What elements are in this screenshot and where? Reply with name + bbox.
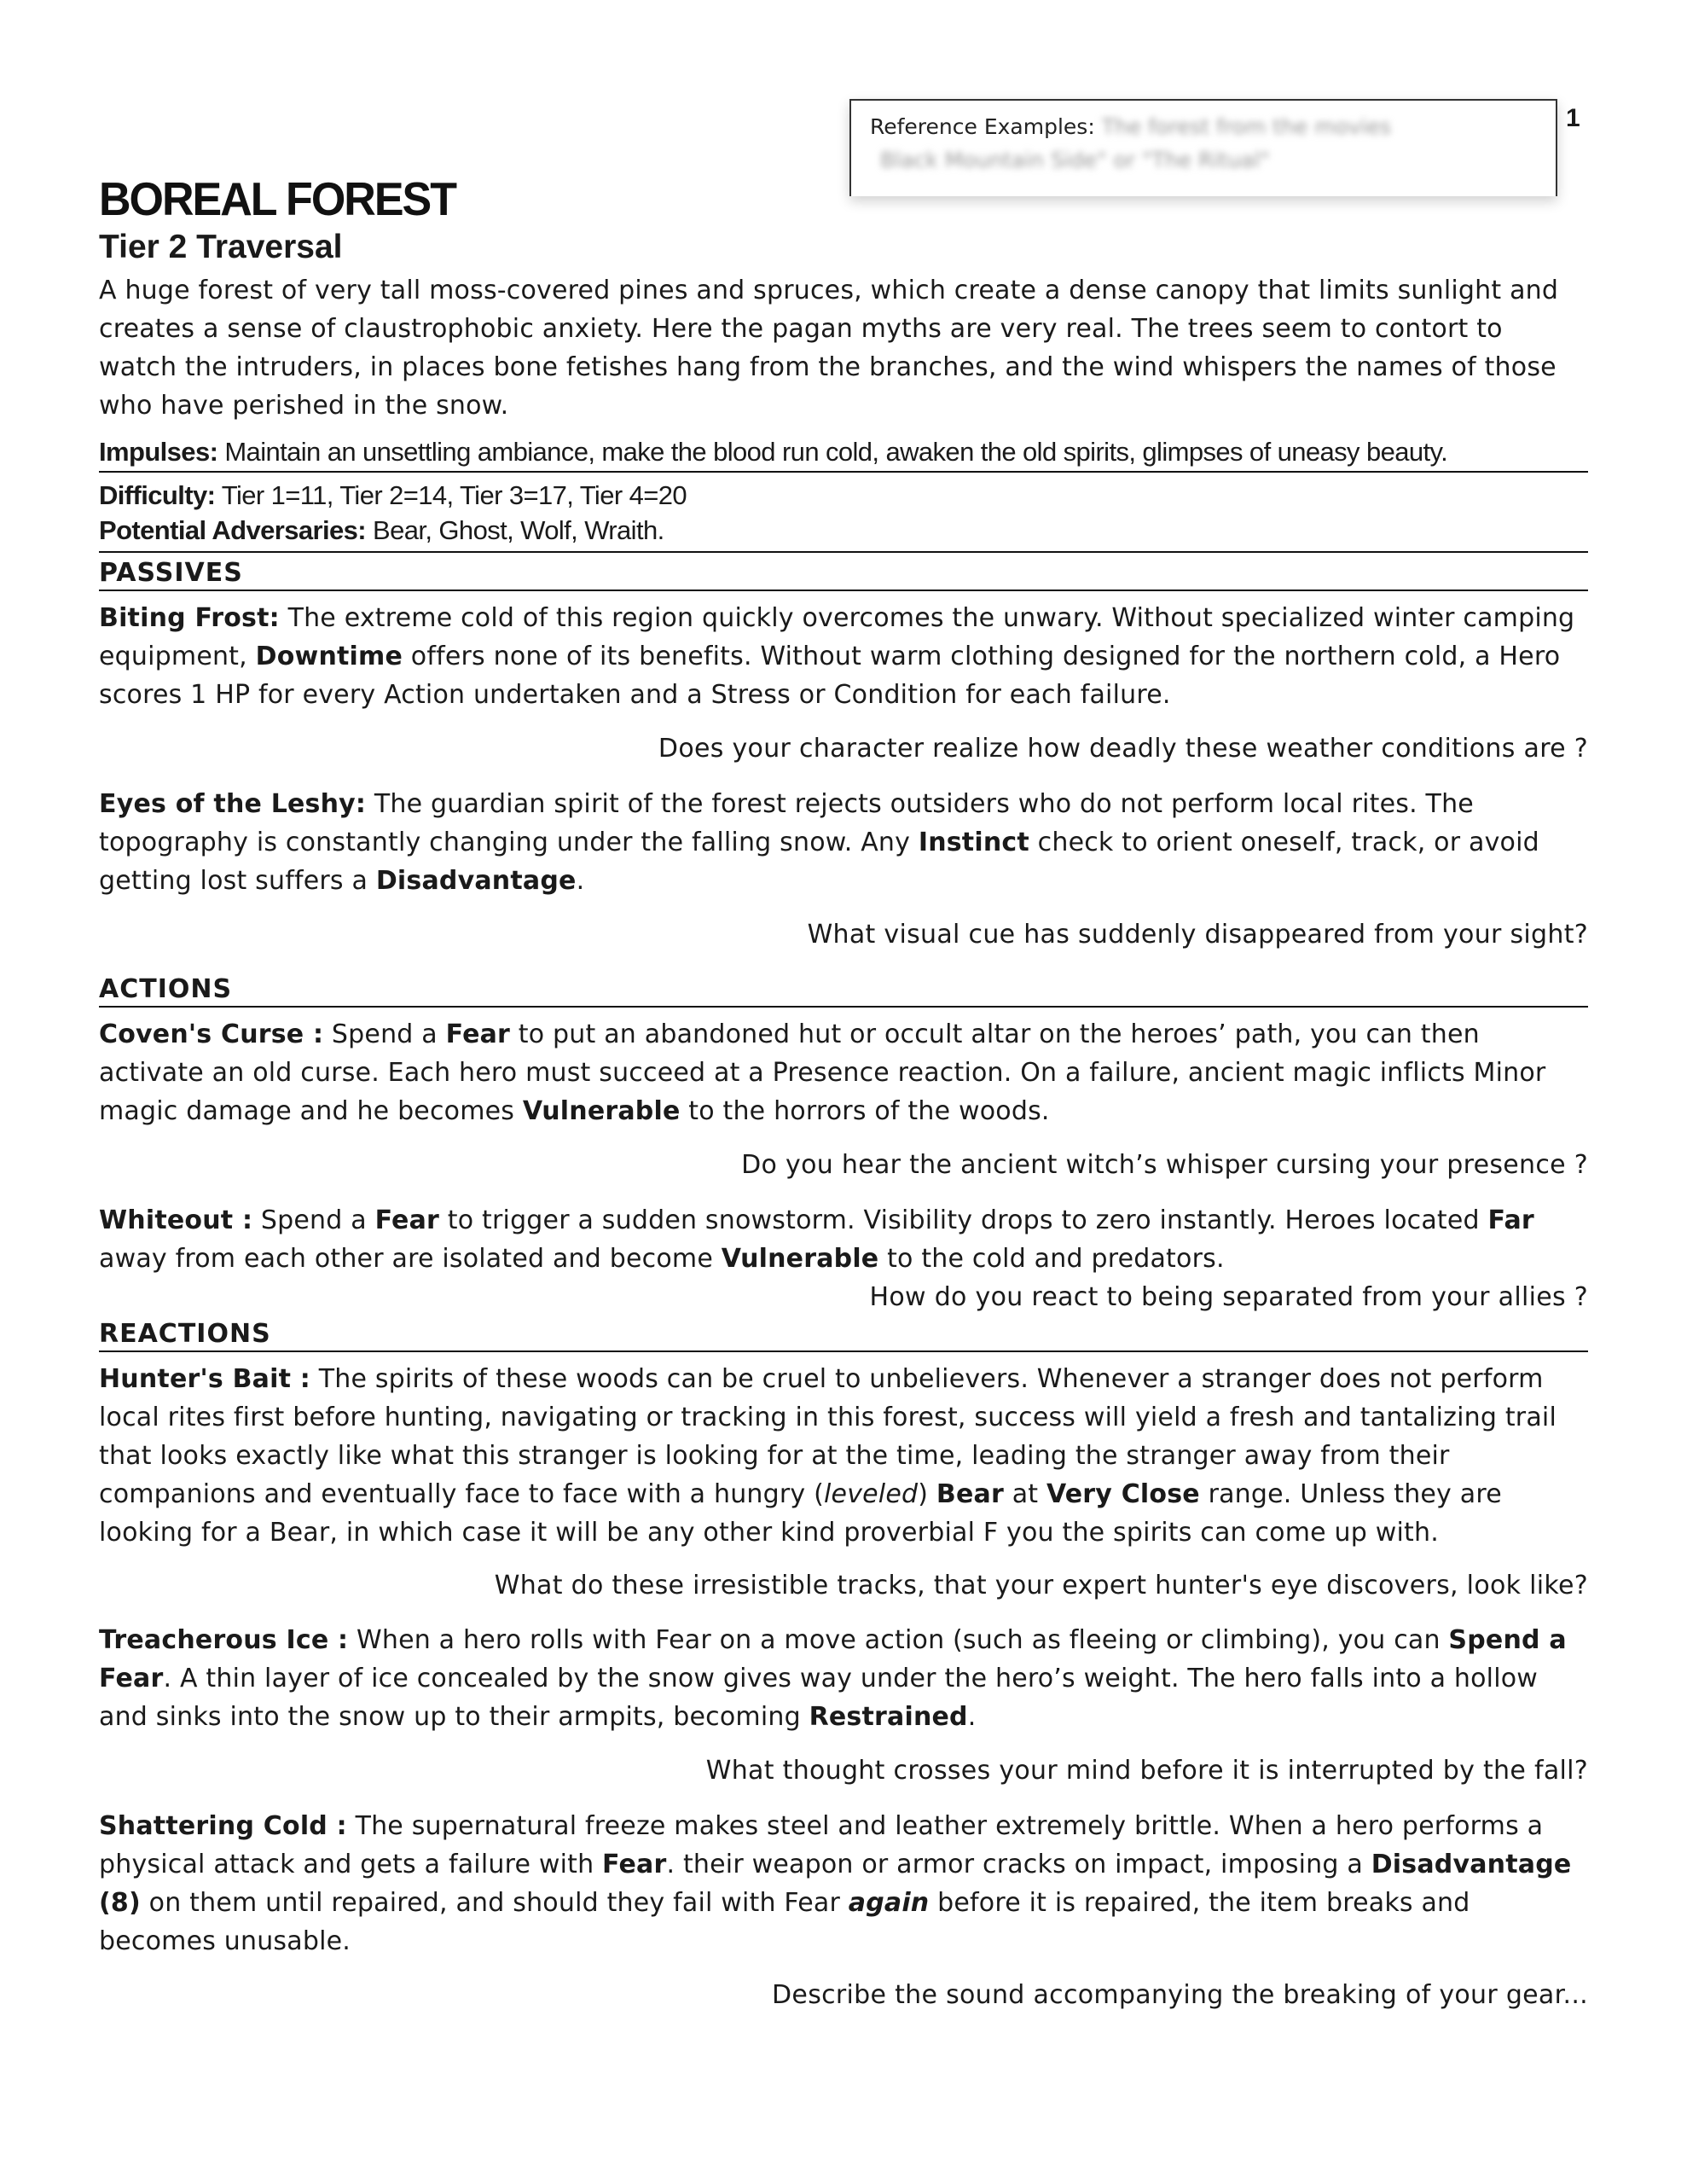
- feature-name: Hunter's Bait :: [99, 1364, 310, 1394]
- feature-text: . their weapon or armor cracks on impact, imposing a: [666, 1850, 1371, 1879]
- adversaries-label: Potential Adversaries:: [99, 515, 366, 545]
- impulses-text: Maintain an unsettling ambiance, make the blood run cold, awaken the old spirits, glimpses of uneasy beauty.: [217, 437, 1448, 467]
- feature-text: to put an abandoned hut or occult altar on the heroes’ path, you can then activate an old curse. Each hero must succeed at a Presence reaction. On a failure, ancient magic inflicts Minor magic damage and he becomes: [99, 1019, 1546, 1126]
- page-title: BOREAL FOREST: [99, 173, 455, 226]
- feature-text: . A thin layer of ice concealed by the snow gives way under the hero’s weight. The hero falls into a hollow and sinks into the snow up to their armpits, becoming: [99, 1664, 1539, 1732]
- section-passives: PASSIVES: [99, 558, 1588, 591]
- keyword: Very Close: [1046, 1479, 1200, 1509]
- feature-text: on them until repaired, and should they fail with Fear: [140, 1888, 849, 1918]
- feature-name: Biting Frost:: [99, 603, 280, 633]
- prompt-shattering-cold: Describe the sound accompanying the breaking of your gear...: [772, 1980, 1588, 2010]
- feature-text: offers none of its benefits. Without warm clothing designed for the northern cold, a Hero scores 1 HP for every Action undertaken and a Stress or Condition for each failure.: [99, 642, 1561, 710]
- reference-examples-box: [849, 99, 1557, 196]
- feature-name: Shattering Cold :: [99, 1811, 347, 1841]
- adversaries-line: [99, 513, 1588, 548]
- feature-name: Coven's Curse :: [99, 1019, 324, 1049]
- feature-text: range. Unless they are looking for a Bear, in which case it will be any other kind proverbial F you the spirits can come up with.: [99, 1479, 1502, 1548]
- keyword: Fear: [602, 1850, 667, 1879]
- feature-text: away from each other are isolated and become: [99, 1244, 722, 1274]
- feature-text: before it is repaired, the item breaks and becomes unusable.: [99, 1888, 1470, 1956]
- feature-covens-curse: [99, 1015, 1588, 1130]
- keyword: Instinct: [918, 828, 1029, 857]
- keyword: Bear: [936, 1479, 1004, 1509]
- feature-text: ): [918, 1479, 936, 1509]
- keyword: Vulnerable: [522, 1096, 681, 1126]
- keyword: Disadvantage (8): [99, 1850, 1572, 1918]
- feature-text: The guardian spirit of the forest rejects outsiders who do not perform local rites. The topography is constantly changing under the falling snow. Any: [99, 789, 1474, 857]
- environment-description: A huge forest of very tall moss-covered pines and spruces, which create a dense canopy that limits sunlight and creates a sense of claustrophobic anxiety. Here the pagan myths are very real. The trees seem to contort to watch the intruders, in places bone fetishes hang from the branches, and the wind whispers the names of those who have perished in the snow.: [99, 276, 1559, 421]
- section-actions: ACTIONS: [99, 974, 1588, 1008]
- section-reactions: REACTIONS: [99, 1319, 1588, 1352]
- feature-name: Eyes of the Leshy:: [99, 789, 367, 819]
- feature-text: The spirits of these woods can be cruel to unbelievers. Whenever a stranger does not perform local rites first before hunting, navigating or tracking in this forest, success will yield a fresh and tantalizing trail that looks exactly like what this stranger is looking for at the time, leading the stranger away from their companions and eventually face to face with a hungry (: [99, 1364, 1557, 1509]
- difficulty-label: Difficulty:: [99, 480, 216, 510]
- keyword: Spend a Fear: [99, 1625, 1567, 1693]
- impulses-label: Impulses:: [99, 437, 218, 467]
- prompt-hunters-bait: What do these irresistible tracks, that your expert hunter's eye discovers, look like?: [494, 1571, 1588, 1600]
- keyword: Vulnerable: [721, 1244, 879, 1274]
- page-number: 1: [1566, 104, 1580, 132]
- feature-whiteout: [99, 1201, 1588, 1278]
- feature-text: The supernatural freeze makes steel and leather extremely brittle. When a hero performs a physical attack and gets a failure with: [99, 1811, 1544, 1879]
- feature-name: Whiteout :: [99, 1205, 253, 1235]
- prompt-whiteout: How do you react to being separated from your allies ?: [869, 1282, 1588, 1312]
- keyword-bold-italic: again: [848, 1888, 930, 1918]
- keyword-italic: leveled: [824, 1479, 919, 1509]
- feature-text: When a hero rolls with Fear on a move action (such as fleeing or climbing), you can: [348, 1625, 1449, 1655]
- feature-text: .: [967, 1702, 977, 1732]
- difficulty-line: [99, 478, 1588, 513]
- page-subtitle: Tier 2 Traversal: [99, 229, 343, 265]
- keyword: Restrained: [809, 1702, 968, 1732]
- reference-label: Reference Examples:: [870, 114, 1095, 139]
- keyword: Fear: [374, 1205, 440, 1235]
- feature-text: The extreme cold of this region quickly overcomes the unwary. Without specialized winter camping equipment,: [99, 603, 1575, 671]
- feature-text: Spend a: [323, 1019, 446, 1049]
- feature-hunters-bait: [99, 1360, 1588, 1552]
- feature-text: .: [576, 866, 585, 896]
- feature-name: Treacherous Ice :: [99, 1625, 349, 1655]
- keyword: Disadvantage: [375, 866, 577, 896]
- difficulty-text: Tier 1=11, Tier 2=14, Tier 3=17, Tier 4=20: [215, 480, 687, 510]
- feature-text: to the cold and predators.: [878, 1244, 1225, 1274]
- reference-blurred-text-2: Black Mountain Side" or "The Ritual": [880, 148, 1270, 172]
- stats-block: [99, 478, 1588, 553]
- impulses-line: [99, 437, 1588, 473]
- feature-text: Spend a: [252, 1205, 375, 1235]
- feature-shattering-cold: [99, 1807, 1588, 1960]
- prompt-eyes-of-the-leshy: What visual cue has suddenly disappeared from your sight?: [807, 920, 1588, 950]
- prompt-covens-curse: Do you hear the ancient witch’s whisper cursing your presence ?: [741, 1150, 1588, 1180]
- feature-text: to the horrors of the woods.: [680, 1096, 1050, 1126]
- keyword: Downtime: [255, 642, 403, 671]
- feature-treacherous-ice: [99, 1621, 1588, 1736]
- keyword: Far: [1487, 1205, 1534, 1235]
- reference-blurred-text: The forest from the movies: [1101, 114, 1392, 139]
- adversaries-text: Bear, Ghost, Wolf, Wraith.: [366, 515, 664, 545]
- feature-text: at: [1003, 1479, 1046, 1509]
- feature-biting-frost: [99, 599, 1588, 714]
- feature-text: to trigger a sudden snowstorm. Visibility drops to zero instantly. Heroes located: [439, 1205, 1488, 1235]
- feature-eyes-of-the-leshy: [99, 785, 1588, 900]
- prompt-biting-frost: Does your character realize how deadly these weather conditions are ?: [658, 734, 1588, 764]
- prompt-treacherous-ice: What thought crosses your mind before it is interrupted by the fall?: [705, 1756, 1588, 1786]
- feature-text: check to orient oneself, track, or avoid getting lost suffers a: [99, 828, 1539, 896]
- keyword: Fear: [445, 1019, 511, 1049]
